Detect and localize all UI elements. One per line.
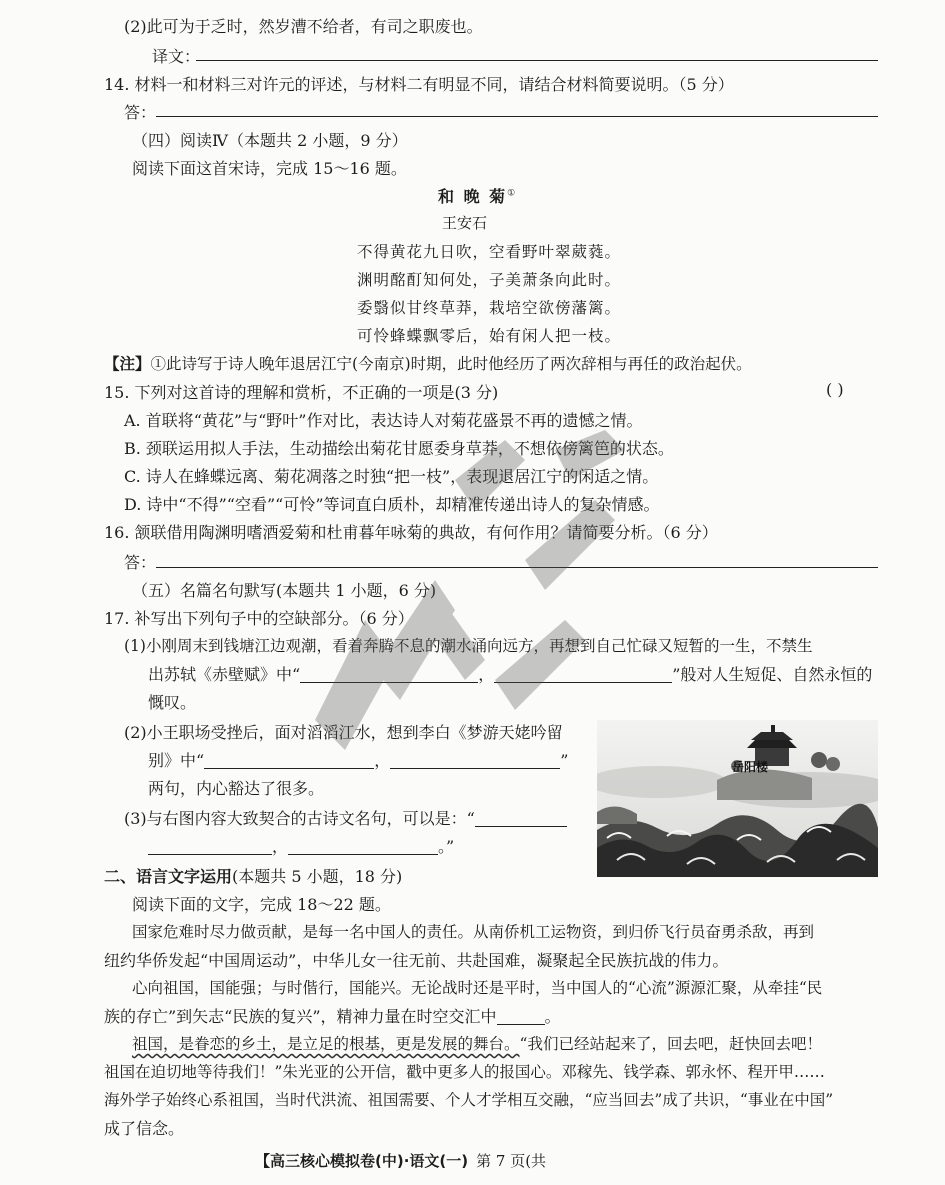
q15-stem: 15. 下列对这首诗的理解和赏析，不正确的一项是(3 分) bbox=[104, 383, 499, 402]
translation-label: 译文： bbox=[152, 47, 201, 66]
passage-p1-line1: 国家危难时尽力做贡献，是每一名中国人的责任。从南侨机工运物资，到归侨飞行员奋勇杀敌，再到 bbox=[132, 923, 815, 941]
passage-p3-line4: 成了信念。 bbox=[104, 1119, 185, 1138]
part2-intro: 阅读下面的文字，完成 18～22 题。 bbox=[132, 895, 391, 914]
passage-p2-suffix: 。 bbox=[544, 1007, 561, 1026]
q17-3-blank-2[interactable] bbox=[148, 838, 272, 855]
poem-title bbox=[438, 184, 517, 207]
q17-1-comma: ， bbox=[478, 665, 495, 684]
footer-page-number: 第 7 页(共 bbox=[476, 1152, 547, 1170]
translation-answer-line bbox=[196, 60, 878, 61]
part2-score: (本题共 5 小题，18 分) bbox=[232, 867, 403, 886]
q17-1-blank-1[interactable] bbox=[300, 666, 478, 683]
poem-line-3: 委翳似甘终草莽，栽培空欲傍藩篱。 bbox=[357, 299, 622, 317]
passage-p2-line2 bbox=[104, 1004, 561, 1027]
figure-label: 岳阳楼 bbox=[732, 760, 769, 774]
page-footer bbox=[255, 1150, 546, 1171]
poem-note-label: 【注】 bbox=[104, 355, 151, 373]
q17-3-line1 bbox=[124, 806, 567, 829]
poem-note-mark: ① bbox=[507, 188, 518, 199]
q17-2-line3: 两句，内心豁达了很多。 bbox=[148, 779, 325, 798]
q17-2-blank-1[interactable] bbox=[204, 752, 374, 769]
ink-painting bbox=[597, 720, 878, 877]
poem-line-1: 不得黄花九日吹，空看野叶翠葳蕤。 bbox=[357, 243, 622, 261]
q15-option-d: D. 诗中“不得”“空看”“可怜”等词直白质朴，却精准传递出诗人的复杂情感。 bbox=[124, 495, 660, 514]
passage-wavy-sentence: 祖国，是眷恋的乡土，是立足的根基，更是发展的舞台。 bbox=[132, 1035, 520, 1053]
poem-line-4: 可怜蜂蝶飘零后，始有闲人把一枝。 bbox=[357, 327, 622, 345]
poem-note-text: ①此诗写于诗人晚年退居江宁(今南京)时期，此时他经历了两次辞相与再任的政治起伏。 bbox=[150, 355, 752, 373]
q17-1-line2 bbox=[148, 662, 872, 685]
q15-option-c: C. 诗人在蜂蝶远离、菊花凋落之时独“把一枝”，表现退居江宁的闲适之情。 bbox=[124, 467, 659, 486]
poem-author: 王安石 bbox=[442, 214, 488, 232]
section5-header: （五）名篇名句默写(本题共 1 小题，6 分) bbox=[132, 581, 437, 600]
q17-2-prefix: 别》中“ bbox=[148, 751, 205, 770]
q14-stem: 14. 材料一和材料三对许元的评述，与材料二有明显不同，请结合材料简要说明。（5 分） bbox=[104, 75, 734, 94]
q14-answer-line bbox=[156, 116, 878, 117]
q17-3-comma: ， bbox=[272, 837, 289, 856]
passage-p3-line3: 海外学子始终心系祖国，当时代洪流、祖国需要、个人才学相互交融，“应当回去”成了共识，“事业在中国” bbox=[104, 1091, 834, 1109]
yueyang-tower-image bbox=[597, 720, 878, 877]
q17-2-line1: (2)小王职场受挫后，面对滔滔江水，想到李白《梦游天姥吟留 bbox=[124, 723, 563, 742]
q17-2-blank-2[interactable] bbox=[390, 752, 560, 769]
q17-1-blank-2[interactable] bbox=[494, 666, 672, 683]
q17-3-blank-1[interactable] bbox=[475, 810, 567, 827]
q17-2-suffix: ” bbox=[560, 751, 569, 770]
q16-stem: 16. 颔联借用陶渊明嗜酒爱菊和杜甫暮年咏菊的典故，有何作用？请简要分析。（6 分） bbox=[104, 523, 718, 542]
passage-p3-line1 bbox=[132, 1032, 822, 1054]
q17-3-line2 bbox=[148, 834, 454, 857]
passage-p3-line2: 祖国在迫切地等待我们！”朱光亚的公开信，戳中更多人的报国心。邓稼先、钱学森、郭永怀、程开甲…… bbox=[104, 1063, 825, 1081]
q15-answer-paren[interactable]: ( ) bbox=[826, 380, 844, 399]
q17-1-line1: (1)小刚周末到钱塘江边观潮，看着奔腾不息的潮水涌向远方，再想到自己忙碌又短暂的一生，不禁生 bbox=[124, 637, 813, 655]
poem-note bbox=[104, 352, 752, 374]
passage-blank[interactable] bbox=[497, 1008, 545, 1025]
q14-answer-label: 答： bbox=[124, 103, 157, 122]
q17-3-blank-3[interactable] bbox=[288, 838, 438, 855]
poem-line-2: 渊明酩酊知何处，子美萧条向此时。 bbox=[357, 271, 622, 289]
q17-1-prefix: 出苏轼《赤壁赋》中“ bbox=[148, 665, 301, 684]
passage-p2-prefix: 族的存亡”到矢志“民族的复兴”，精神力量在时空交汇中 bbox=[104, 1007, 497, 1026]
q17-3-prefix: (3)与右图内容大致契合的古诗文名句，可以是：“ bbox=[124, 809, 475, 828]
q15-option-a: A. 首联将“黄花”与“野叶”作对比，表达诗人对菊花盛景不再的遗憾之情。 bbox=[124, 411, 643, 430]
q17-stem: 17. 补写出下列句子中的空缺部分。（6 分） bbox=[104, 609, 414, 628]
q17-1-suffix: ”般对人生短促、自然永恒的 bbox=[672, 665, 873, 684]
q13-item2: (2)此可为于乏时，然岁漕不给者，有司之职废也。 bbox=[124, 17, 483, 36]
part2-title: 二、语言文字运用 bbox=[104, 867, 233, 886]
q15-option-b: B. 颈联运用拟人手法，生动描绘出菊花甘愿委身草莽，不想依傍篱笆的状态。 bbox=[124, 439, 674, 458]
passage-p1-line2: 纽约华侨发起“中国周运动”，中华儿女一往无前、共赴国难，凝聚起全民族抗战的伟力。 bbox=[104, 951, 729, 970]
section4-header: （四）阅读Ⅳ（本题共 2 小题，9 分） bbox=[132, 131, 408, 150]
passage-p3-rest: “我们已经站起来了，回去吧，赶快回去吧！ bbox=[519, 1035, 822, 1053]
footer-title: 【高三核心模拟卷(中)·语文(一) bbox=[255, 1152, 469, 1170]
poem-title-text: 和 晚 菊 bbox=[438, 187, 508, 206]
q16-answer-line bbox=[156, 567, 878, 568]
q17-2-line2 bbox=[148, 748, 568, 771]
q17-1-line3: 慨叹。 bbox=[148, 693, 197, 712]
q17-2-comma: ， bbox=[374, 751, 391, 770]
q17-3-suffix: 。” bbox=[438, 837, 455, 856]
q16-answer-label: 答： bbox=[124, 553, 157, 572]
part2-header bbox=[104, 864, 402, 887]
passage-p2-line1: 心向祖国，国能强；与时偕行，国能兴。无论战时还是平时，当中国人的“心流”源源汇聚，从牵挂“民 bbox=[132, 979, 823, 997]
section4-intro: 阅读下面这首宋诗，完成 15～16 题。 bbox=[132, 159, 407, 178]
